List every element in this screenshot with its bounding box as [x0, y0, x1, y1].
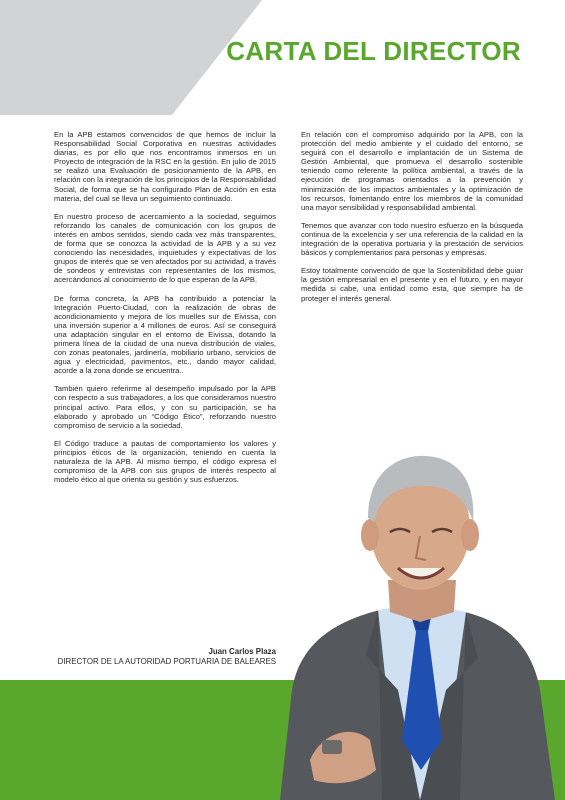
- signature-name: Juan Carlos Plaza: [208, 647, 276, 656]
- letter-paragraph: En la APB estamos convencidos de que hemos de incluir la Responsabilidad Social Corporativa en nuestras actividades diarias, es por ello que nos encontramos inmersos en un Proyecto de integración de la RSC en la gestión. En julio de 2015 se realizó una Evaluación de posicionamiento de la APB, en relación con la integración de los principios de la Responsabilidad Social, de forma que se ha configurado Plan de Acción en esta materia, del cual se lleva un seguimiento continuado.: [54, 130, 276, 203]
- signature-role: DIRECTOR DE LA AUTORIDAD PORTUARIA DE BALEARES: [57, 657, 276, 666]
- director-portrait: [270, 440, 565, 800]
- letter-right-column: [301, 130, 523, 312]
- page-title: CARTA DEL DIRECTOR: [226, 36, 521, 66]
- letter-paragraph: También quiero referirme al desempeño impulsado por la APB con respecto a sus trabajadores, a los que consideramos nuestro principal activo. Para ellos, y con su participación, se ha elaborado y aprobado un “Código Ético”, reforzando nuestro compromiso de servicio a la sociedad.: [54, 384, 276, 430]
- header-band: [0, 0, 565, 115]
- letter-paragraph: Estoy totalmente convencido de que la Sostenibilidad debe guiar la gestión empresarial en el presente y en el futuro, y en mayor medida si cabe, una entidad como esta, que siempre ha de proteger el interés general.: [301, 266, 523, 303]
- letter-paragraph: En relación con el compromiso adquirido por la APB, con la protección del medio ambiente y el cuidado del entorno, se seguirá con el desarrollo e implantación de un Sistema de Gestión Ambiental, que promueva el desarrollo sostenible teniendo como referente la política ambiental, a través de la ejecución de programas orientados a la prevención y minimización de los impactos ambientales y la optimización de los recursos, fomentando entre los miembros de la comunidad una mayor sensibilidad y responsabilidad ambiental.: [301, 130, 523, 212]
- letter-paragraph: En nuestro proceso de acercamiento a la sociedad, seguimos reforzando los canales de comunicación con los grupos de interés en ambos sentidos, siendo cada vez más transparentes, de forma que se conozca la actividad de la APB y a su vez conociendo las necesidades, inquietudes y expectativas de los grupos de interés que se ven afectados por su actividad, a través de sondeos y entrevistas con representantes de los mismos, acercándonos al conocimiento de lo que esperan de la APB.: [54, 211, 276, 285]
- letter-paragraph: El Código traduce a pautas de comportamiento los valores y principios éticos de la organización, teniendo en cuenta la naturaleza de la APB. Al mismo tiempo, el código expresa el compromiso de la APB con sus grupos de interés respecto al modelo ético al que orienta su gestión y sus esfuerzos.: [54, 438, 276, 485]
- letter-paragraph: De forma concreta, la APB ha contribuido a potenciar la Integración Puerto-Ciudad, con la realización de obras de acondicionamiento y mejora de los muelles sur de Eivissa, con una inversión superior a 4 millones de euros. Así se conseguirá una adaptación singular en el entorno de Eivissa, dotando la primera línea de la ciudad de una nueva distribución de viales, con zonas peatonales, jardinería, mobiliario urbano, servicios de agua y electricidad, pavimentos, etc., dando mayor calidad, acorde a la zona donde se encuentra..: [54, 293, 276, 376]
- letter-paragraph: Tenemos que avanzar con todo nuestro esfuerzo en la búsqueda continua de la excelencia y ser una referencia de la calidad en la integración de la operativa portuaria y la prestación de servicios básicos y complementarios para personas y empresas.: [301, 220, 523, 258]
- letter-left-column: [54, 130, 276, 493]
- signature-block: [54, 647, 276, 667]
